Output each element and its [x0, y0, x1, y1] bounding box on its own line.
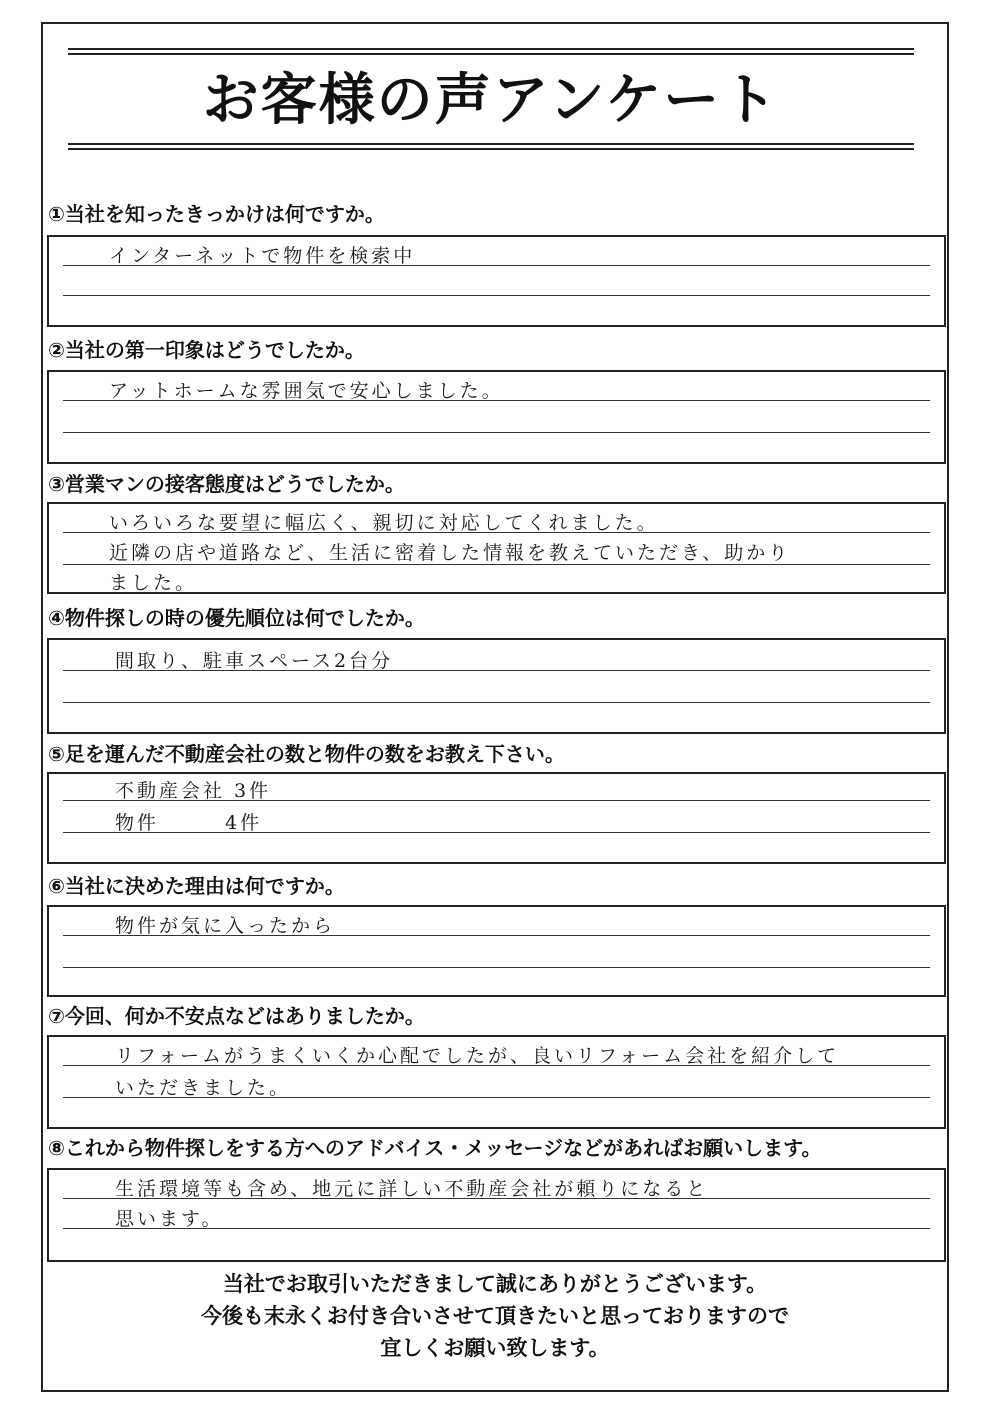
- answer-4-line-1: 間取り、駐車スペース2台分: [115, 650, 394, 672]
- answer-box-7: [47, 1035, 946, 1129]
- answer-3-line-2: 近隣の店や道路など、生活に密着した情報を教えていただき、助かり: [109, 542, 791, 564]
- answer-rule: [63, 967, 930, 968]
- answer-box-8: [47, 1168, 946, 1262]
- answer-rule: [63, 432, 930, 433]
- answer-rule: [63, 295, 930, 296]
- answer-6-line-1: 物件が気に入ったから: [115, 915, 336, 937]
- answer-7-line-2: いただきました。: [115, 1077, 292, 1099]
- answer-5-line-2: 物件 4件: [115, 812, 263, 834]
- question-2-label: ②当社の第一印象はどうでしたか。: [48, 338, 365, 362]
- answer-8-line-2: 思います。: [115, 1208, 224, 1230]
- question-3-label: ③営業マンの接客態度はどうでしたか。: [48, 472, 405, 496]
- answer-rule: [63, 702, 930, 703]
- title-top-rule: [68, 48, 914, 55]
- question-8-label: ⑧これから物件探しをする方へのアドバイス・メッセージなどがあればお願いします。: [48, 1136, 822, 1160]
- title-bottom-rule: [68, 143, 914, 150]
- answer-5-line-1: 不動産会社 3件: [115, 780, 272, 802]
- question-6-label: ⑥当社に決めた理由は何ですか。: [48, 874, 345, 898]
- answer-box-3: [47, 502, 946, 594]
- closing-line-3: 宜しくお願い致します。: [380, 1336, 610, 1360]
- answer-3-line-3: ました。: [109, 572, 198, 594]
- closing-line-2: 今後も末永くお付き合いさせて頂きたいと思っておりますので: [201, 1304, 789, 1328]
- question-4-label: ④物件探しの時の優先順位は何でしたか。: [48, 606, 425, 630]
- answer-box-2: [47, 370, 946, 464]
- page-title: お客様の声アンケート: [202, 68, 780, 133]
- answer-8-line-1: 生活環境等も含め、地元に詳しい不動産会社が頼りになると: [115, 1178, 709, 1200]
- closing-line-1: 当社でお取引いただきまして誠にありがとうございます。: [222, 1272, 768, 1296]
- question-1-label: ①当社を知ったきっかけは何ですか。: [48, 202, 385, 226]
- answer-box-1: [47, 235, 946, 327]
- question-7-label: ⑦今回、何か不安点などはありましたか。: [48, 1004, 425, 1028]
- answer-1-line-1: インターネットで物件を検索中: [109, 245, 416, 267]
- answer-box-5: [47, 772, 946, 864]
- question-5-label: ⑤足を運んだ不動産会社の数と物件の数をお教え下さい。: [48, 742, 565, 766]
- answer-box-6: [47, 905, 946, 997]
- answer-2-line-1: アットホームな雰囲気で安心しました。: [109, 380, 504, 402]
- answer-7-line-1: リフォームがうまくいくか心配でしたが、良いリフォーム会社を紹介して: [115, 1045, 840, 1067]
- answer-box-4: [47, 638, 946, 734]
- answer-3-line-1: いろいろな要望に幅広く、親切に対応してくれました。: [109, 512, 659, 534]
